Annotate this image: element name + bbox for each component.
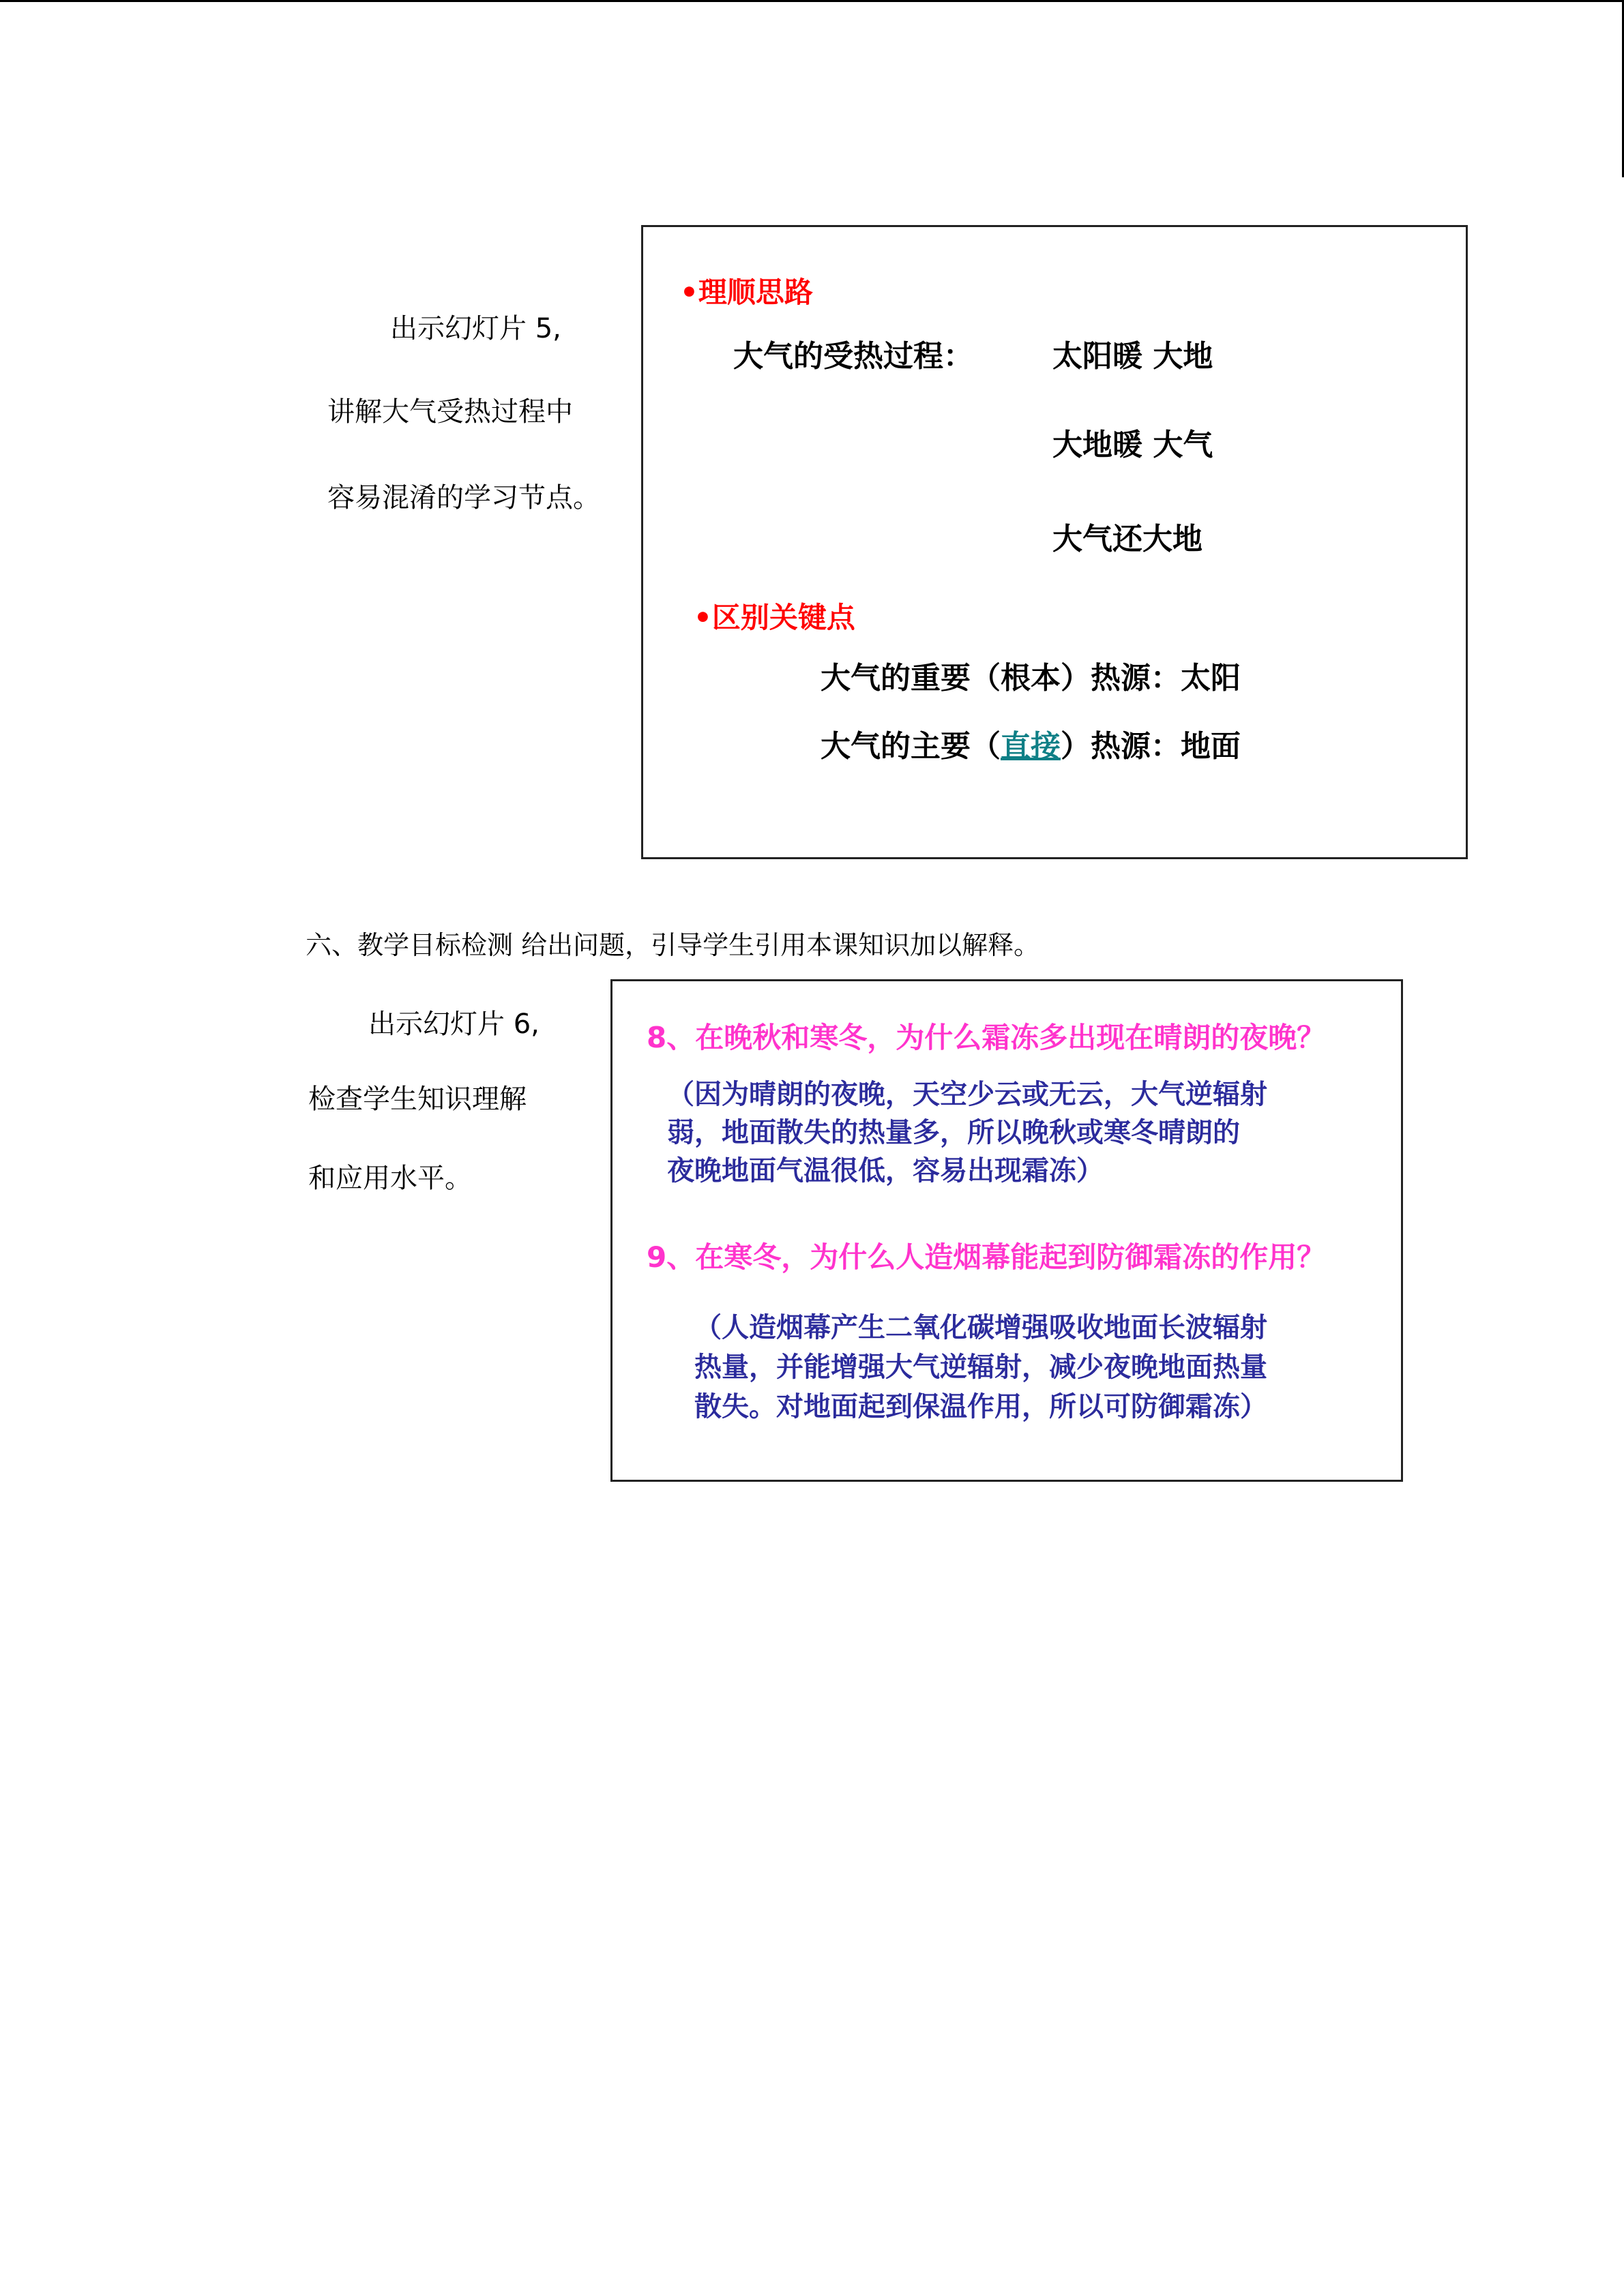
note-line: 检查学生知识理解 xyxy=(308,1084,527,1115)
top-rule xyxy=(0,0,1624,2)
process-step: 大地暖 大气 xyxy=(1052,428,1213,462)
note-line: 和应用水平。 xyxy=(308,1163,472,1194)
answer-1-line: （因为晴朗的夜晚，天空少云或无云，大气逆辐射 xyxy=(667,1079,1267,1110)
section-title-thinking: •理顺思路 xyxy=(680,275,813,309)
note-line: 容易混淆的学习节点。 xyxy=(327,482,600,513)
process-label: 大气的受热过程： xyxy=(733,339,973,374)
section-heading: 六、教学目标检测 给出问题，引导学生引用本课知识加以解释。 xyxy=(306,930,1040,960)
process-step: 太阳暖 大地 xyxy=(1052,339,1213,374)
point-text: 大气的重要 xyxy=(821,661,971,696)
point-text: 热源：地面 xyxy=(1091,729,1241,764)
answer-2-line: （人造烟幕产生二氧化碳增强吸收地面长波辐射 xyxy=(694,1312,1267,1343)
question-2: 9、在寒冬，为什么人造烟幕能起到防御霜冻的作用？ xyxy=(647,1240,1326,1274)
answer-2-line: 热量，并能增强大气逆辐射，减少夜晚地面热量 xyxy=(694,1352,1267,1383)
answer-1-line: 夜晚地面气温很低，容易出现霜冻） xyxy=(667,1155,1104,1187)
section-title-keypoints: •区别关键点 xyxy=(694,601,855,634)
point-text: 热源：太阳 xyxy=(1091,661,1241,696)
paren: （ xyxy=(971,661,1001,696)
slide-5 xyxy=(641,225,1468,859)
point-keyword: 根本 xyxy=(1001,661,1061,696)
paren: ） xyxy=(1061,729,1091,764)
key-point-2 xyxy=(821,729,1241,764)
point-keyword-link[interactable]: 直接 xyxy=(1001,729,1061,764)
process-step: 大气还大地 xyxy=(1052,522,1202,556)
answer-2-line: 散失。对地面起到保温作用，所以可防御霜冻） xyxy=(694,1391,1267,1422)
question-1: 8、在晚秋和寒冬，为什么霜冻多出现在晴朗的夜晚？ xyxy=(647,1021,1326,1054)
paren: （ xyxy=(971,729,1001,764)
key-point-1 xyxy=(821,661,1241,696)
slide-6 xyxy=(610,979,1403,1482)
paren: ） xyxy=(1061,661,1091,696)
note-line: 讲解大气受热过程中 xyxy=(327,396,573,428)
note-line: 出示幻灯片 5, xyxy=(390,313,561,344)
note-line: 出示幻灯片 6, xyxy=(368,1009,540,1040)
point-text: 大气的主要 xyxy=(821,729,971,764)
answer-1-line: 弱，地面散失的热量多，所以晚秋或寒冬晴朗的 xyxy=(667,1117,1240,1148)
